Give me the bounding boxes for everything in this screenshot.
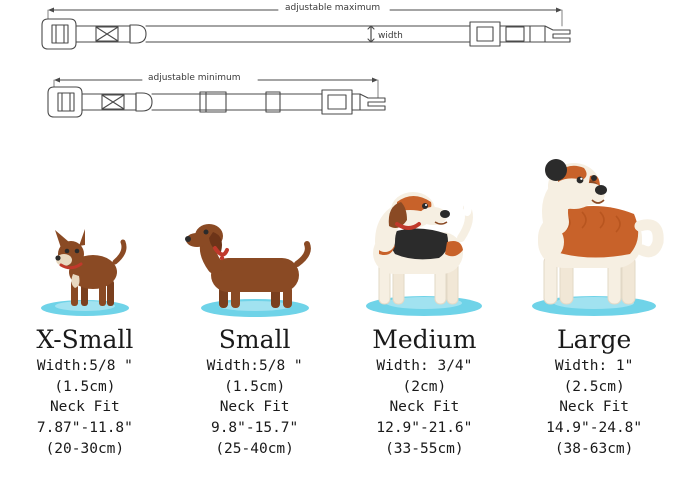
neck-fit-label-medium: Neck Fit	[389, 399, 460, 416]
width-cm-large: (2.5cm)	[563, 378, 625, 395]
spec-block-medium	[376, 356, 472, 459]
width-inches-small: Width:5/8 "	[206, 358, 303, 375]
neck-fit-inches-small: 9.8"-15.7"	[210, 419, 299, 436]
size-column-medium	[340, 150, 510, 482]
size-name-large: Large	[556, 325, 632, 354]
width-label: width	[378, 31, 403, 41]
neck-fit-label-large: Neck Fit	[559, 399, 630, 416]
spec-block-x-small	[37, 356, 133, 459]
size-name-x-small: X-Small	[36, 325, 134, 354]
neck-fit-label-small: Neck Fit	[219, 399, 290, 416]
size-name-small: Small	[218, 325, 291, 354]
spec-block-small	[207, 356, 303, 459]
adjustable-minimum-label: adjustable minimum	[148, 73, 241, 83]
neck-fit-inches-medium: 12.9"-21.6"	[376, 419, 473, 436]
width-inches-large: Width: 1"	[554, 358, 634, 375]
size-column-small	[170, 150, 340, 482]
neck-fit-inches-x-small: 7.87"-11.8"	[36, 419, 133, 436]
dog-illustration-saint-bernard	[509, 150, 679, 325]
neck-fit-inches-large: 14.9"-24.8"	[546, 419, 643, 436]
size-column-large	[509, 150, 679, 482]
adjustable-maximum-label: adjustable maximum	[285, 3, 381, 13]
width-cm-medium: (2cm)	[402, 378, 447, 395]
neck-fit-label-x-small: Neck Fit	[49, 399, 120, 416]
dog-illustration-beagle	[340, 150, 510, 325]
neck-fit-cm-small: (25-40cm)	[215, 440, 294, 457]
dog-illustration-dachshund	[170, 150, 340, 325]
size-columns	[0, 150, 679, 482]
spec-block-large	[546, 356, 642, 459]
size-name-medium: Medium	[372, 325, 477, 354]
collar-diagram-group	[0, 0, 679, 148]
neck-fit-cm-large: (38-63cm)	[554, 440, 634, 457]
width-inches-medium: Width: 3/4"	[376, 358, 473, 375]
dog-illustration-chihuahua	[0, 150, 170, 325]
width-cm-x-small: (1.5cm)	[54, 378, 116, 395]
width-cm-small: (1.5cm)	[224, 378, 286, 395]
size-column-x-small	[0, 150, 170, 482]
collar-diagram-svg	[0, 0, 679, 148]
width-inches-x-small: Width:5/8 "	[36, 358, 133, 375]
neck-fit-cm-x-small: (20-30cm)	[45, 440, 125, 457]
neck-fit-cm-medium: (33-55cm)	[385, 440, 464, 457]
